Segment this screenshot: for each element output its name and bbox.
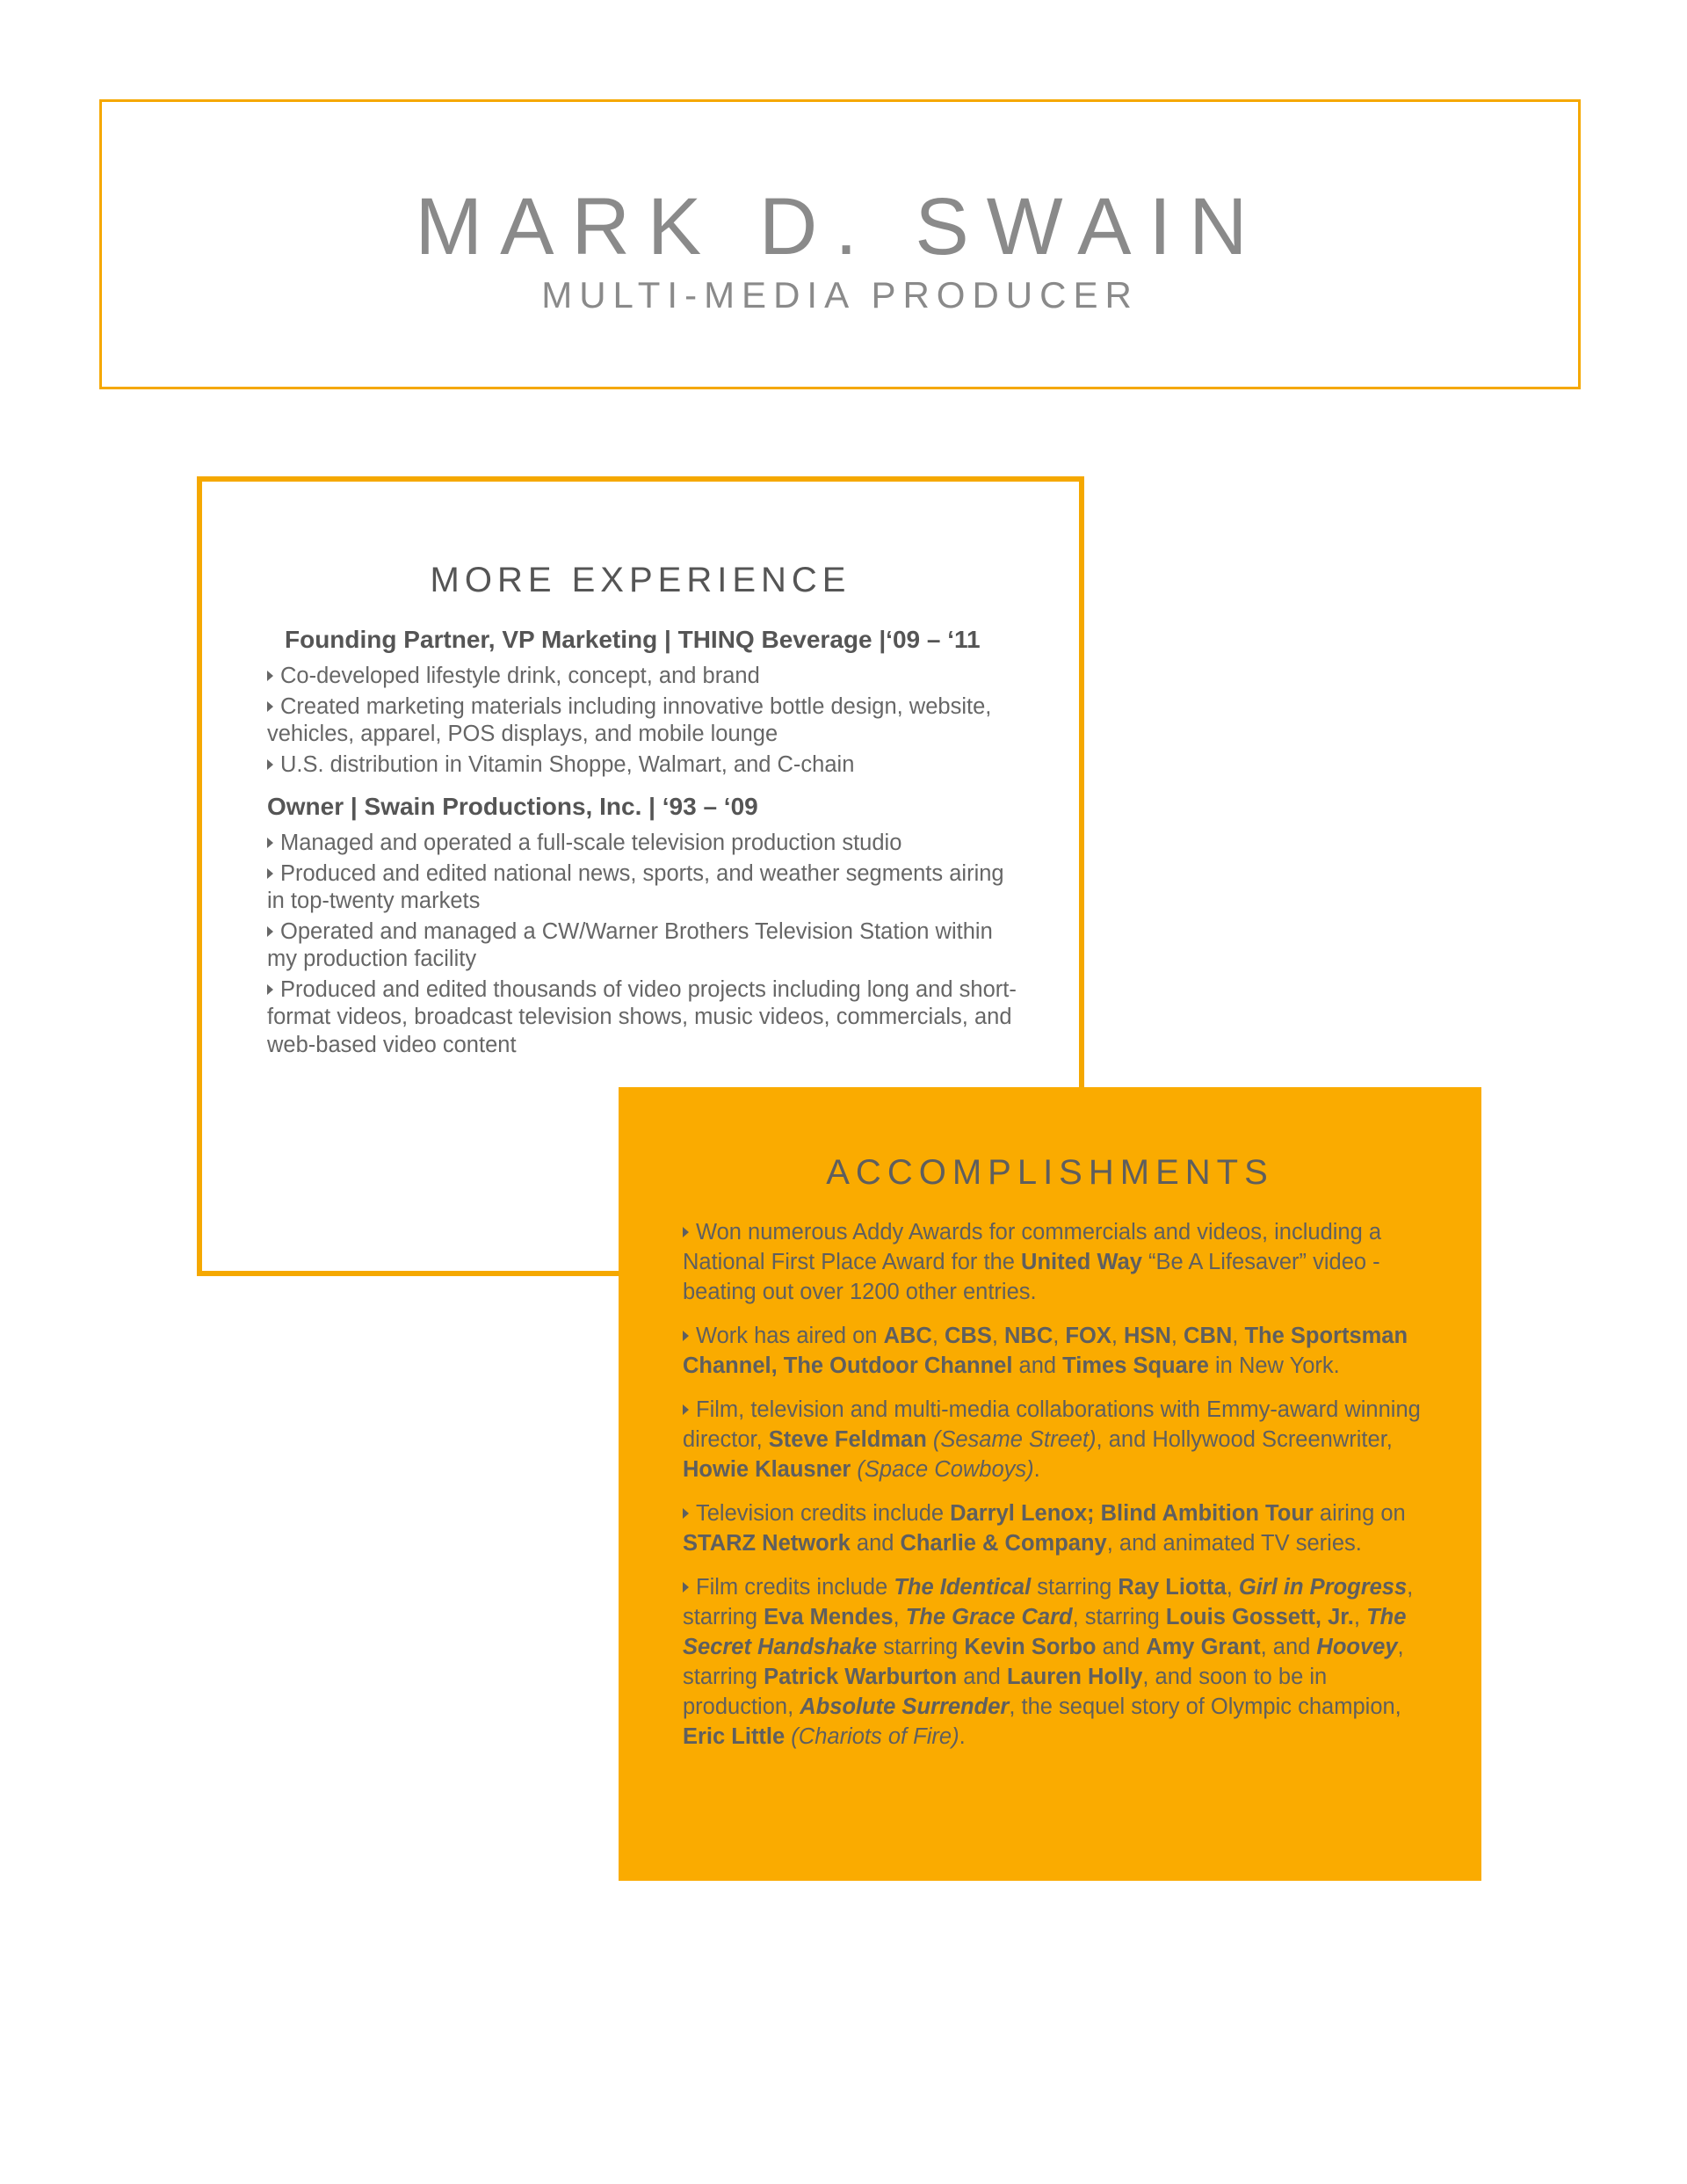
triangle-bullet-icon: [683, 1404, 689, 1415]
job-bullet: Co-developed lifestyle drink, concept, and brand: [267, 663, 1023, 691]
triangle-bullet-icon: [683, 1331, 689, 1341]
triangle-bullet-icon: [267, 868, 273, 879]
job-bullet: Operated and managed a CW/Warner Brothers Television Station within my production facility: [267, 918, 993, 971]
accomplishment-item: Film, television and multi-media collaborations with Emmy-award winning director, Steve Feldman (Sesame Street), and Hollywood Screenwriter, Howie Klausner (Space Cowboys).: [683, 1397, 1421, 1482]
experience-title: MORE EXPERIENCE: [430, 561, 851, 599]
job-bullet: U.S. distribution in Vitamin Shoppe, Walmart, and C-chain: [267, 751, 1023, 780]
job-title: Founding Partner, VP Marketing | THINQ Beverage |‘09 – ‘11: [285, 626, 981, 653]
accomplishment-item: Film credits include The Identical starring Ray Liotta, Girl in Progress, starring Eva Mendes, The Grace Card, starring Louis Gossett, Jr., The Secret Handshake starring Kevin Sorbo and Amy Grant, and Hoovey, starring Patrick Warburton and Lauren Holly, and soon to be in production, Absolute Surrender, the sequel story of Olympic champion, Eric Little (Chariots of Fire).: [683, 1575, 1414, 1749]
triangle-bullet-icon: [267, 926, 273, 937]
accomplishments-title: ACCOMPLISHMENTS: [826, 1153, 1274, 1192]
job-bullet: Created marketing materials including innovative bottle design, website, vehicles, apparel, POS displays, and mobile lounge: [267, 693, 992, 746]
triangle-bullet-icon: [683, 1227, 689, 1237]
job-bullet: Managed and operated a full-scale television production studio: [267, 830, 1023, 858]
accomplishment-item: Television credits include Darryl Lenox; Blind Ambition Tour airing on STARZ Network and Charlie & Company, and animated TV series.: [683, 1501, 1406, 1556]
accomplishment-item: Work has aired on ABC, CBS, NBC, FOX, HSN, CBN, The Sportsman Channel, The Outdoor Channel and Times Square in New York.: [683, 1324, 1408, 1378]
triangle-bullet-icon: [267, 759, 273, 770]
accomplishment-item: Won numerous Addy Awards for commercials and videos, including a National First Place Award for the United Way “Be A Lifesaver” video - beating out over 1200 other entries.: [683, 1220, 1382, 1304]
triangle-bullet-icon: [267, 701, 273, 712]
resume-name: MARK D. SWAIN: [415, 182, 1265, 272]
accomplishments-content: [683, 1217, 1421, 1766]
triangle-bullet-icon: [267, 671, 273, 681]
resume-subtitle: MULTI-MEDIA PRODUCER: [541, 274, 1139, 316]
job-bullet: Produced and edited thousands of video projects including long and short-format videos, broadcast television shows, music videos, commercials, and web-based video content: [267, 976, 1017, 1057]
accomplishments-section: [619, 1087, 1481, 1881]
experience-content: [267, 622, 1023, 1062]
job-title: Owner | Swain Productions, Inc. | ‘93 – ‘09: [267, 793, 758, 820]
triangle-bullet-icon: [267, 838, 273, 848]
triangle-bullet-icon: [267, 984, 273, 995]
triangle-bullet-icon: [683, 1582, 689, 1593]
job-bullet: Produced and edited national news, sports, and weather segments airing in top-twenty markets: [267, 860, 1004, 913]
triangle-bullet-icon: [683, 1508, 689, 1519]
header-box: [99, 99, 1581, 389]
